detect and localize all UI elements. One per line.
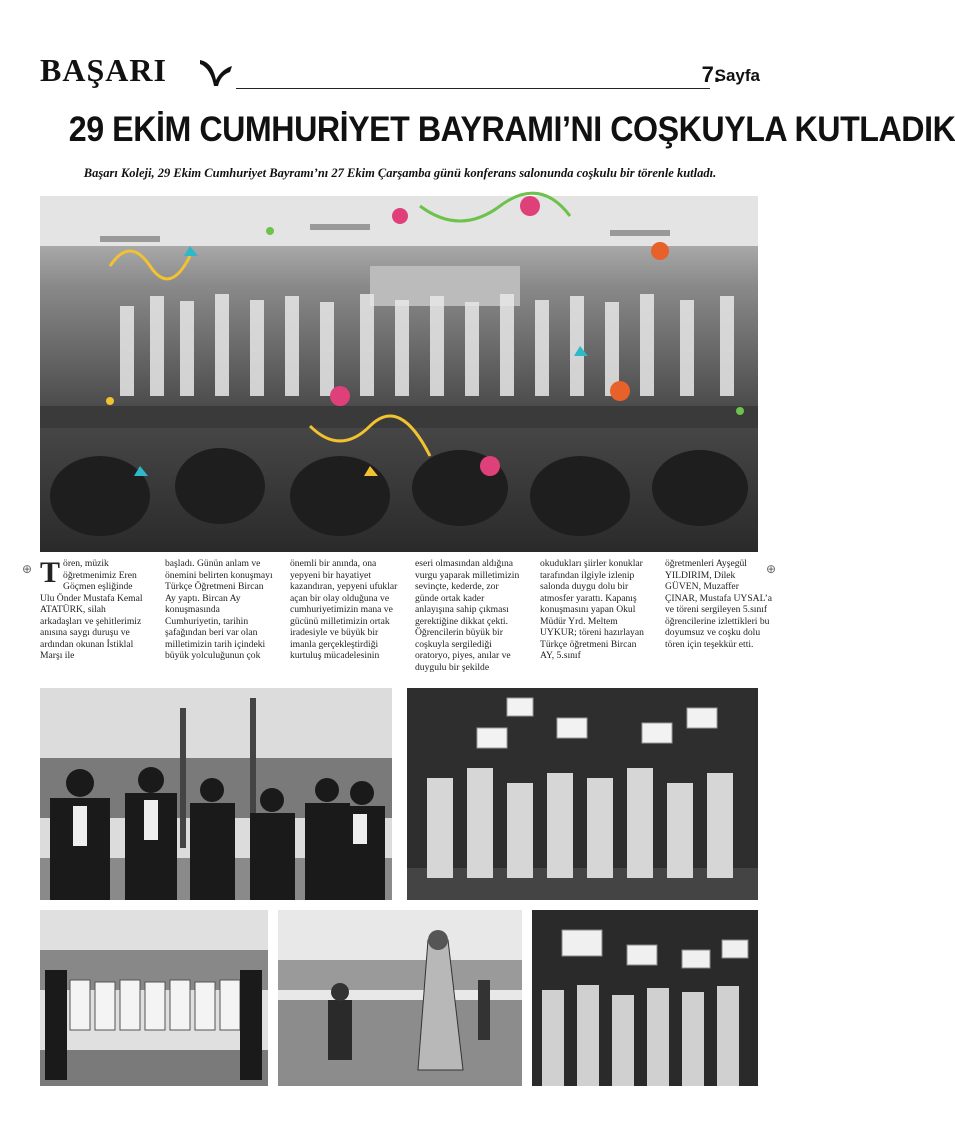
registration-mark-icon: ⊕ <box>22 562 33 576</box>
logo: BAŞARI <box>40 52 167 88</box>
registration-mark-icon: ⊕ <box>766 562 777 576</box>
header-rule <box>236 88 710 89</box>
text-column: okudukları şiirler konuklar tarafından ilgiyle izlenip salonda duygu dolu bir atmosfer yarattı. Kapanış konuşmasını yapan Okul Müdür Yrd. Meltem UYKUR; töreni hazırlayan Türkçe öğretmeni Bircan AY, 5.sınıf <box>540 558 644 661</box>
page-number: 7. <box>701 62 720 87</box>
dropcap: T <box>40 556 61 589</box>
text-column: önemli bir anında, ona yepyeni bir hayatiyet kazandıran, yepyeni ufuklar açan bir olay olduğuna ve cumhuriyetimizin mana ve gücünü milletimizin ortak iradesiyle ve büyük bir imanla gerçekleştirdiği kurtuluş mücadelesinin <box>290 558 398 661</box>
photo-group-field <box>40 910 268 1086</box>
photo-teachers <box>40 688 392 900</box>
article-body <box>40 556 773 684</box>
photo-students-flags <box>407 688 758 900</box>
photo-flag-crowd <box>532 910 758 1086</box>
text-column: Tören, müzik öğretmenimiz Eren Göçmen eşliğinde Ulu Önder Mustafa Kemal ATATÜRK, silah arkadaşları ve şehitlerimiz anısına saygı duruşu ve ardından okunan İstiklal Marşı ile <box>40 556 143 661</box>
text-column: başladı. Günün anlam ve önemini belirten konuşmayı Türkçe Öğretmeni Bircan Ay yaptı. Bircan Ay konuşmasında Cumhuriyetin, tarihin şafağından beri var olan milletimizin tarih içindeki büyük yolculuğunun çok <box>165 558 273 661</box>
text-column: öğretmenleri Ayşegül YILDIRIM, Dilek GÜVEN, Muzaffer ÇINAR, Mustafa UYSAL’a ve töreni sergileyen 5.sınıf öğrencilerine izlettikleri bu doyumsuz ve coşku dolu tören için teşekkür etti. <box>665 558 773 650</box>
text-column: eseri olmasından aldığına vurgu yaparak milletimizin sevinçte, kederde, zor günde ortak kader anlayışına sahip çıkması gerektiğine dikkat çekti. Öğrencilerin büyük bir coşkuyla sergilediği oratoryo, piyes, anılar ve duygulu bir şekilde <box>415 558 520 673</box>
photo-performance <box>278 910 522 1086</box>
logo-swoosh-icon <box>196 54 234 88</box>
subheadline: Başarı Koleji, 29 Ekim Cumhuriyet Bayramı’nı 27 Ekim Çarşamba günü konferans salonunda coşkulu bir törenle kutladı. <box>83 166 717 180</box>
main-photo <box>40 196 758 552</box>
page-word: Sayfa <box>714 66 760 85</box>
page-header <box>40 52 760 96</box>
headline: 29 EKİM CUMHURİYET BAYRAMI’NI COŞKUYLA KUTLADIK <box>68 110 955 149</box>
